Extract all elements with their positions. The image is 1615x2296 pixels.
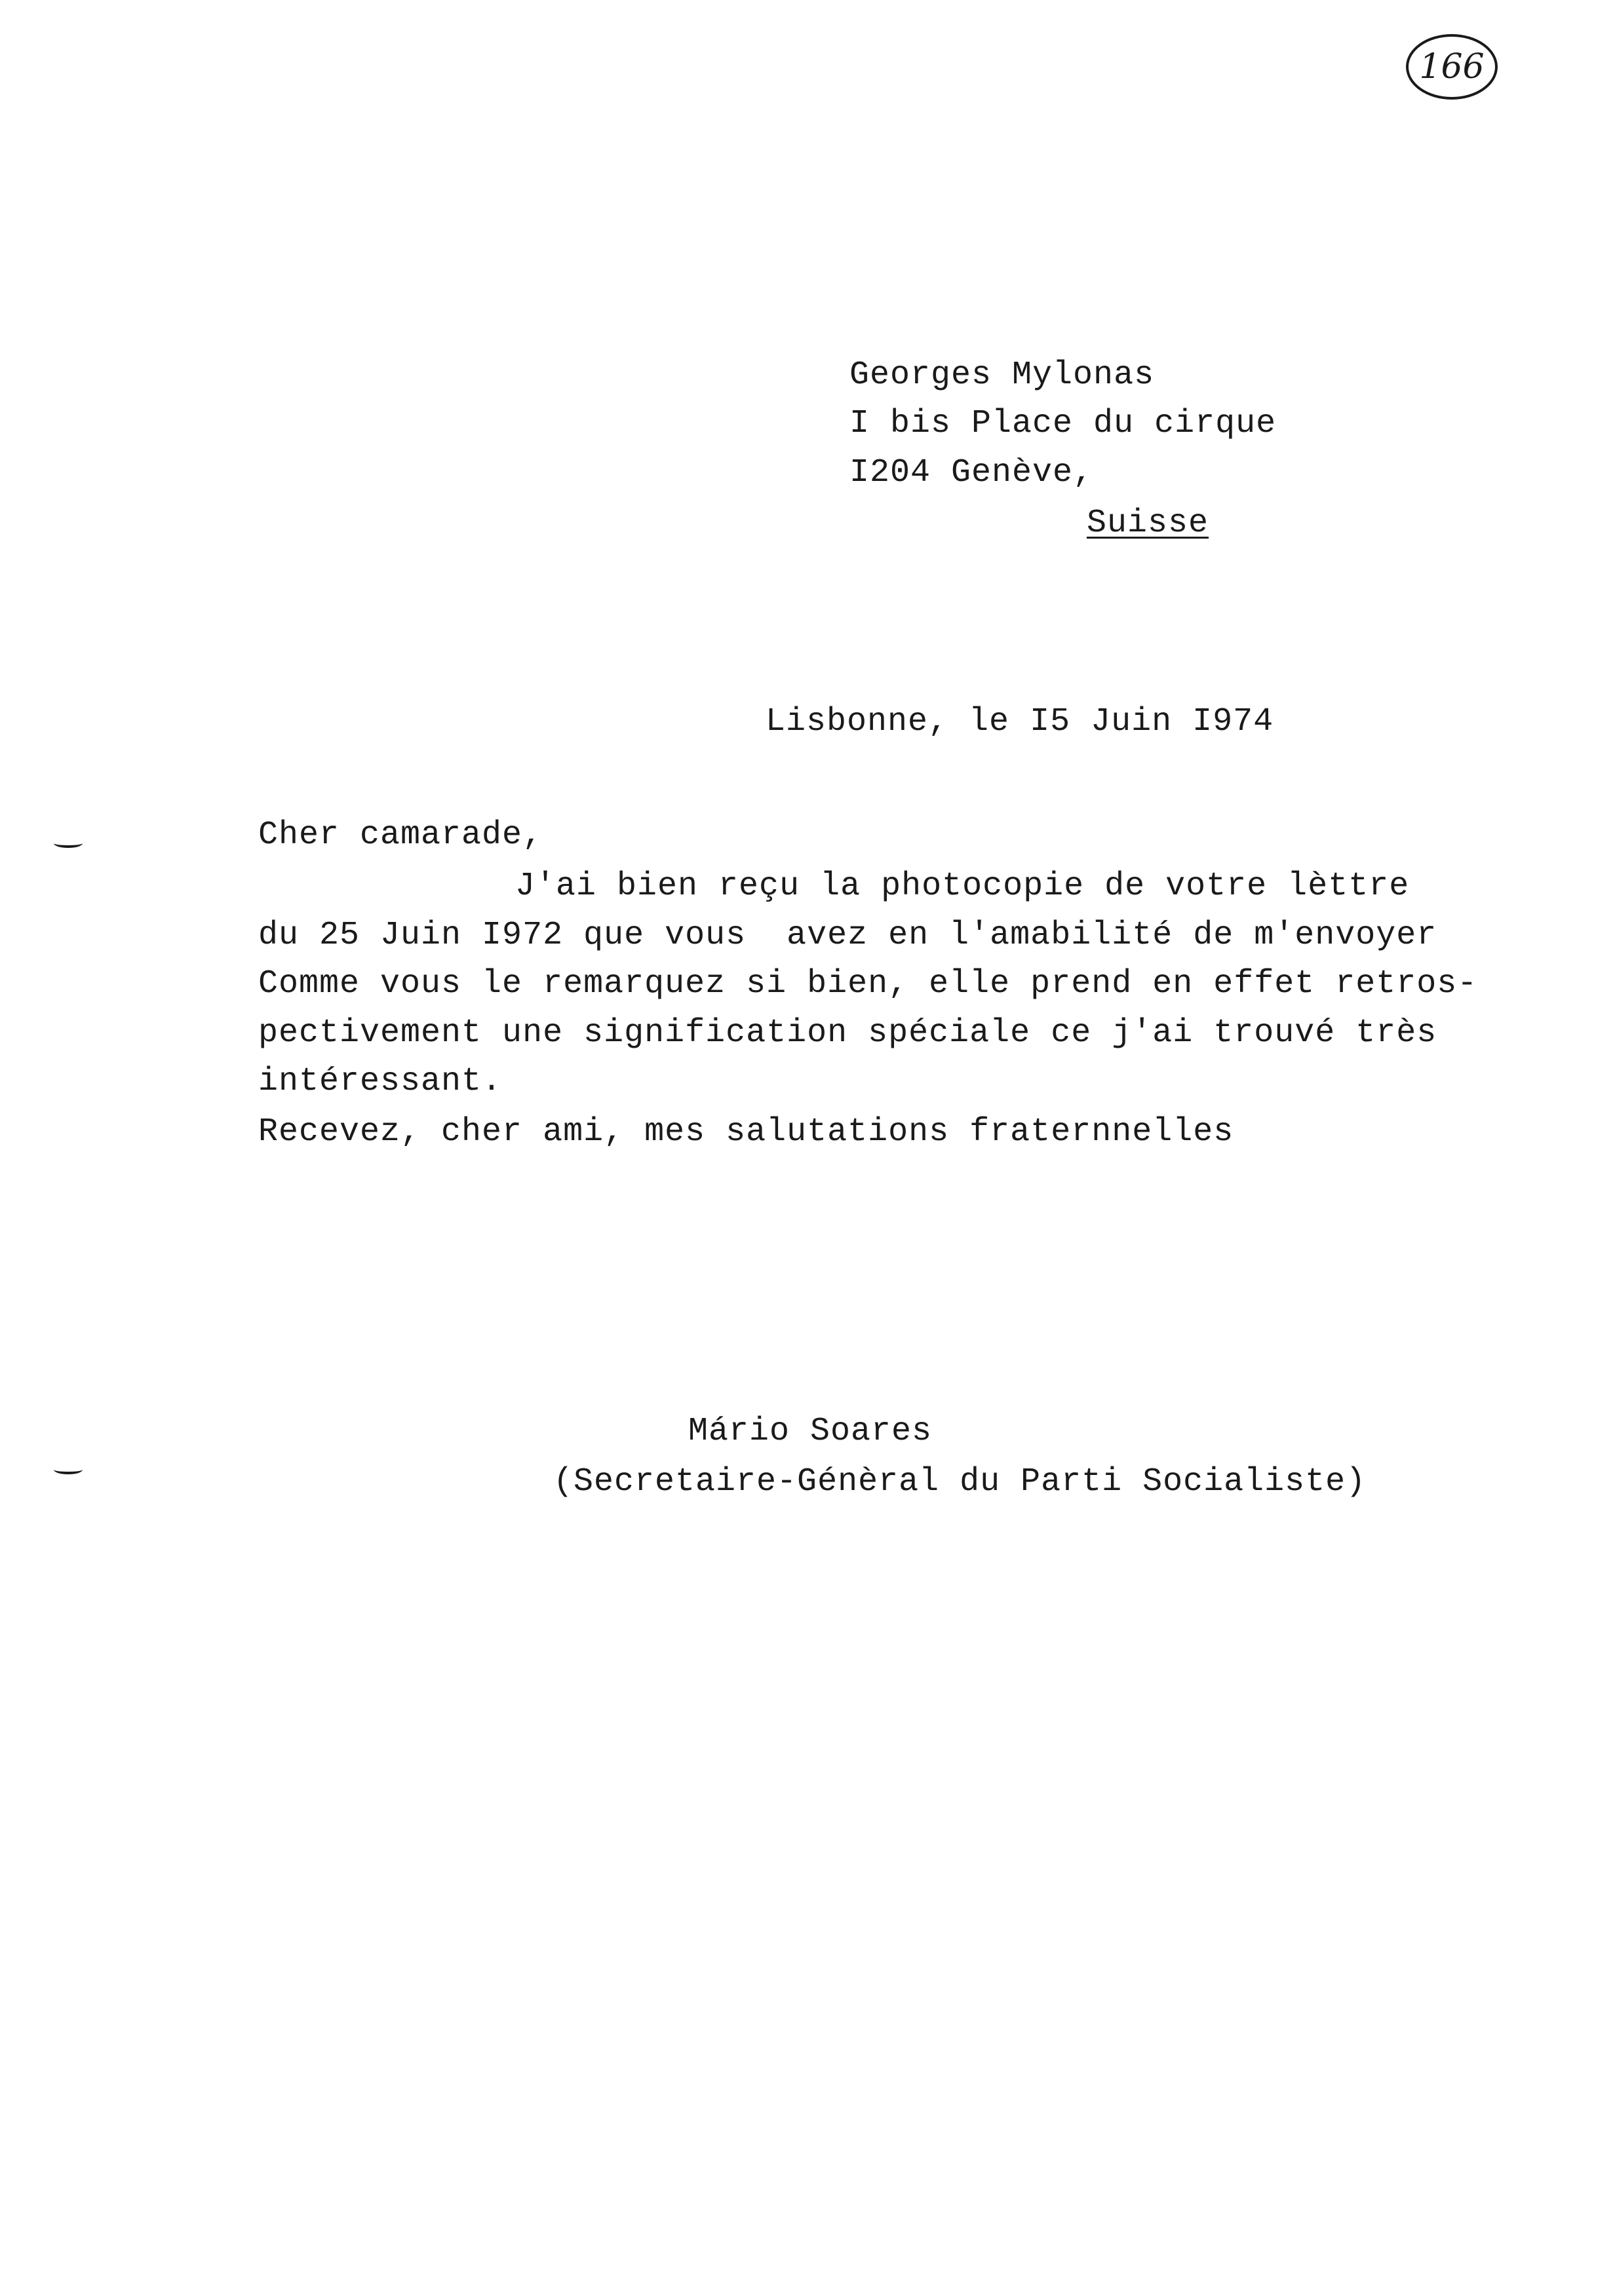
recipient-street: I bis Place du cirque xyxy=(849,405,1277,442)
body-line: intéressant. xyxy=(258,1063,503,1100)
date-line: Lisbonne, le I5 Juin I974 xyxy=(766,703,1274,740)
margin-mark xyxy=(54,1465,83,1474)
signature-name: Mário Soares xyxy=(688,1413,933,1450)
salutation: Cher camarade, xyxy=(258,816,543,854)
margin-mark xyxy=(54,839,83,848)
signature-title: (Secretaire-Génèral du Parti Socialiste) xyxy=(553,1463,1367,1501)
recipient-country: Suisse xyxy=(1087,505,1209,542)
page-number-stamp: 166 xyxy=(1406,34,1498,100)
recipient-name: Georges Mylonas xyxy=(849,356,1155,394)
body-line: pectivement une signification spéciale ce j'ai trouvé très xyxy=(258,1014,1437,1052)
body-line: J'ai bien reçu la photocopie de votre lèttre xyxy=(515,868,1410,905)
body-line: Comme vous le remarquez si bien, elle prend en effet retros- xyxy=(258,965,1478,1003)
closing-line: Recevez, cher ami, mes salutations fraternnelles xyxy=(258,1113,1234,1151)
body-line: du 25 Juin I972 que vous avez en l'amabilité de m'envoyer xyxy=(258,917,1437,954)
recipient-city: I204 Genève, xyxy=(849,454,1094,491)
